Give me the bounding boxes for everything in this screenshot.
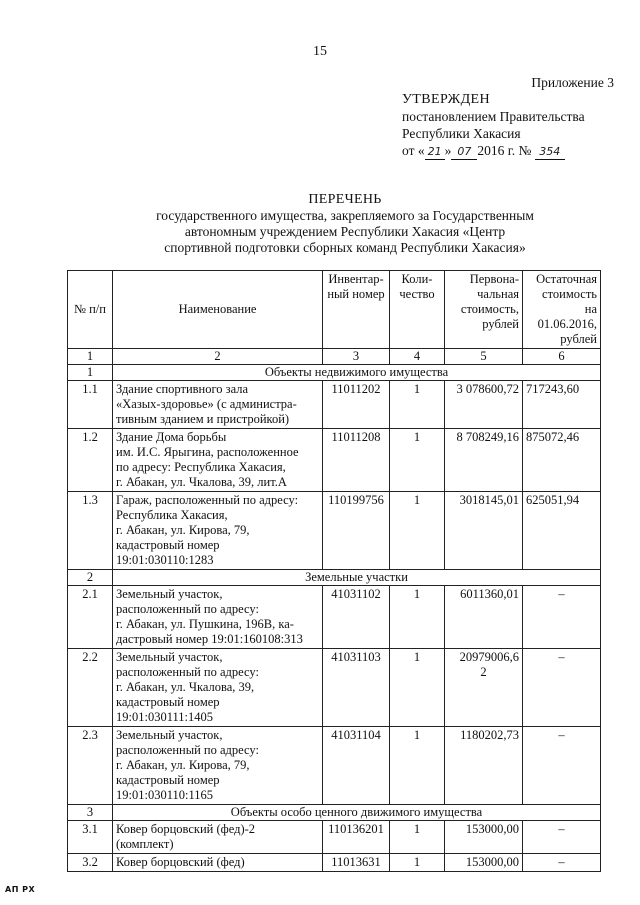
row-inventory: 110199756	[323, 492, 390, 570]
title-heading: ПЕРЕЧЕНЬ	[308, 192, 382, 207]
approval-line-2: Республики Хакасия	[402, 126, 521, 141]
row-initial-cost: 3 078600,72	[445, 381, 523, 429]
approved-label: УТВЕРЖДЕН	[402, 92, 491, 107]
header-residual-line-2: стоимость	[542, 287, 597, 301]
row-name-line: г. Абакан, ул. Пушкина, 196В, ка-	[116, 617, 294, 631]
header-residual-cost	[523, 271, 601, 349]
row-name-line: 19:01:030110:1283	[116, 553, 214, 567]
section-number: 3	[68, 805, 113, 821]
row-number: 3.2	[68, 854, 113, 872]
row-name-line: дастровый номер 19:01:160108:313	[116, 632, 303, 646]
row-number: 2.3	[68, 727, 113, 805]
row-number: 2.2	[68, 649, 113, 727]
table-row	[68, 727, 601, 805]
header-inventory-line-2: ный номер	[327, 287, 385, 301]
section-number: 1	[68, 365, 113, 381]
row-initial-cost: 153000,00	[445, 854, 523, 872]
row-residual-cost: –	[523, 727, 601, 805]
row-inventory: 110136201	[323, 821, 390, 854]
row-name-line: г. Абакан, ул. Кирова, 79,	[116, 758, 250, 772]
approval-date-line	[402, 142, 627, 160]
section-title: Земельные участки	[113, 570, 601, 586]
header-initial-cost	[445, 271, 523, 349]
handwritten-number: 354	[535, 145, 565, 160]
row-name	[113, 821, 323, 854]
section-title: Объекты недвижимого имущества	[113, 365, 601, 381]
row-name-line: Республика Хакасия,	[116, 508, 228, 522]
row-number: 1.3	[68, 492, 113, 570]
table-row	[68, 492, 601, 570]
row-quantity: 1	[390, 649, 445, 727]
row-number: 2.1	[68, 586, 113, 649]
column-index: 5	[445, 349, 523, 365]
row-name-line: Ковер борцовский (фед)	[116, 855, 245, 869]
row-residual-cost: 875072,46	[523, 429, 601, 492]
row-name-line: Здание спортивного зала	[116, 382, 249, 396]
row-residual-cost: –	[523, 586, 601, 649]
row-name-line: кадастровый номер	[116, 773, 220, 787]
row-initial-cost: 153000,00	[445, 821, 523, 854]
row-name-line: 19:01:030111:1405	[116, 710, 213, 724]
row-name-line: Земельный участок,	[116, 587, 223, 601]
header-quantity-line-2: чество	[399, 287, 435, 301]
row-name-line: расположенный по адресу:	[116, 743, 259, 757]
table-row	[68, 821, 601, 854]
approval-block	[402, 74, 627, 160]
row-inventory: 11011208	[323, 429, 390, 492]
row-name	[113, 649, 323, 727]
row-name	[113, 429, 323, 492]
row-inventory: 11011202	[323, 381, 390, 429]
title-line-3: спортивной подготовки сборных команд Республики Хакасия»	[164, 240, 526, 255]
header-residual-line-3: на	[584, 302, 597, 316]
handwritten-month: 07	[451, 145, 477, 160]
row-inventory: 41031103	[323, 649, 390, 727]
row-residual-cost: –	[523, 649, 601, 727]
row-residual-cost: –	[523, 854, 601, 872]
row-initial-cost-line: 2	[480, 665, 487, 679]
header-inventory-line-1: Инвентар-	[328, 272, 384, 286]
header-inventory	[323, 271, 390, 349]
row-name-line: расположенный по адресу:	[116, 602, 259, 616]
table-row	[68, 381, 601, 429]
header-name: Наименование	[113, 271, 323, 349]
row-quantity: 1	[390, 381, 445, 429]
row-quantity: 1	[390, 492, 445, 570]
date-prefix: от «	[402, 143, 425, 158]
row-name-line: г. Абакан, ул. Кирова, 79,	[116, 523, 250, 537]
header-quantity-line-1: Коли-	[401, 272, 433, 286]
section-row	[68, 805, 601, 821]
section-title: Объекты особо ценного движимого имущества	[113, 805, 601, 821]
section-row	[68, 365, 601, 381]
row-residual-cost: –	[523, 821, 601, 854]
column-index: 3	[323, 349, 390, 365]
header-residual-line-4: 01.06.2016,	[537, 317, 597, 331]
row-residual-cost: 625051,94	[523, 492, 601, 570]
header-initial-line-4: рублей	[482, 317, 519, 331]
row-name-line: Ковер борцовский (фед)-2	[116, 822, 256, 836]
row-initial-cost	[445, 649, 523, 727]
row-name-line: Земельный участок,	[116, 728, 223, 742]
row-name	[113, 586, 323, 649]
approval-line-1: постановлением Правительства	[402, 109, 585, 124]
row-number: 3.1	[68, 821, 113, 854]
column-index: 6	[523, 349, 601, 365]
date-year: 2016 г. №	[477, 143, 532, 158]
header-initial-line-3: стоимость,	[460, 302, 519, 316]
section-number: 2	[68, 570, 113, 586]
row-number: 1.1	[68, 381, 113, 429]
row-name-line: г. Абакан, ул. Чкалова, 39, лит.А	[116, 475, 287, 489]
table-row	[68, 854, 601, 872]
row-name-line: (комплект)	[116, 837, 174, 851]
row-name-line: кадастровый номер	[116, 538, 220, 552]
row-name-line: Гараж, расположенный по адресу:	[116, 493, 299, 507]
header-row	[68, 271, 601, 349]
row-inventory: 41031102	[323, 586, 390, 649]
row-initial-cost-line: 20979006,6	[459, 650, 519, 664]
row-name-line: по адресу: Республика Хакасия,	[116, 460, 286, 474]
row-initial-cost: 8 708249,16	[445, 429, 523, 492]
header-quantity	[390, 271, 445, 349]
row-quantity: 1	[390, 586, 445, 649]
row-name-line: 19:01:030110:1165	[116, 788, 213, 802]
footer-mark: АП РХ	[5, 885, 36, 894]
header-residual-line-1: Остаточная	[536, 272, 597, 286]
column-index: 4	[390, 349, 445, 365]
row-name-line: им. И.С. Ярыгина, расположенное	[116, 445, 299, 459]
title-line-1: государственного имущества, закрепляемого за Государственным	[156, 208, 534, 223]
row-name-line: Земельный участок,	[116, 650, 223, 664]
row-name-line: тивным зданием и пристройкой)	[116, 412, 290, 426]
table-row	[68, 649, 601, 727]
header-residual-line-5: рублей	[560, 332, 597, 346]
row-name-line: кадастровый номер	[116, 695, 220, 709]
row-quantity: 1	[390, 854, 445, 872]
row-name	[113, 492, 323, 570]
appendix-label: Приложение 3	[531, 75, 614, 90]
section-row	[68, 570, 601, 586]
row-name-line: расположенный по адресу:	[116, 665, 259, 679]
column-index-row	[68, 349, 601, 365]
row-initial-cost: 6011360,01	[445, 586, 523, 649]
column-index: 1	[68, 349, 113, 365]
row-inventory: 41031104	[323, 727, 390, 805]
header-number: № п/п	[68, 271, 113, 349]
row-name-line: г. Абакан, ул. Чкалова, 39,	[116, 680, 255, 694]
header-initial-line-2: чальная	[477, 287, 519, 301]
row-name	[113, 727, 323, 805]
date-mid: »	[444, 143, 452, 158]
row-quantity: 1	[390, 727, 445, 805]
row-quantity: 1	[390, 429, 445, 492]
header-initial-line-1: Первона-	[469, 272, 519, 286]
handwritten-day: 21	[425, 145, 445, 160]
document-title	[100, 192, 590, 256]
column-index: 2	[113, 349, 323, 365]
row-initial-cost: 1180202,73	[445, 727, 523, 805]
row-initial-cost: 3018145,01	[445, 492, 523, 570]
property-table	[67, 270, 601, 872]
row-name-line: «Хазых-здоровье» (с администра-	[116, 397, 297, 411]
table-row	[68, 429, 601, 492]
title-line-2: автономным учреждением Республики Хакасия «Центр	[184, 224, 506, 239]
row-inventory: 11013631	[323, 854, 390, 872]
row-name	[113, 381, 323, 429]
page-number: 15	[313, 44, 327, 59]
row-name	[113, 854, 323, 872]
row-name-line: Здание Дома борьбы	[116, 430, 227, 444]
row-quantity: 1	[390, 821, 445, 854]
row-number: 1.2	[68, 429, 113, 492]
table-row	[68, 586, 601, 649]
row-residual-cost: 717243,60	[523, 381, 601, 429]
